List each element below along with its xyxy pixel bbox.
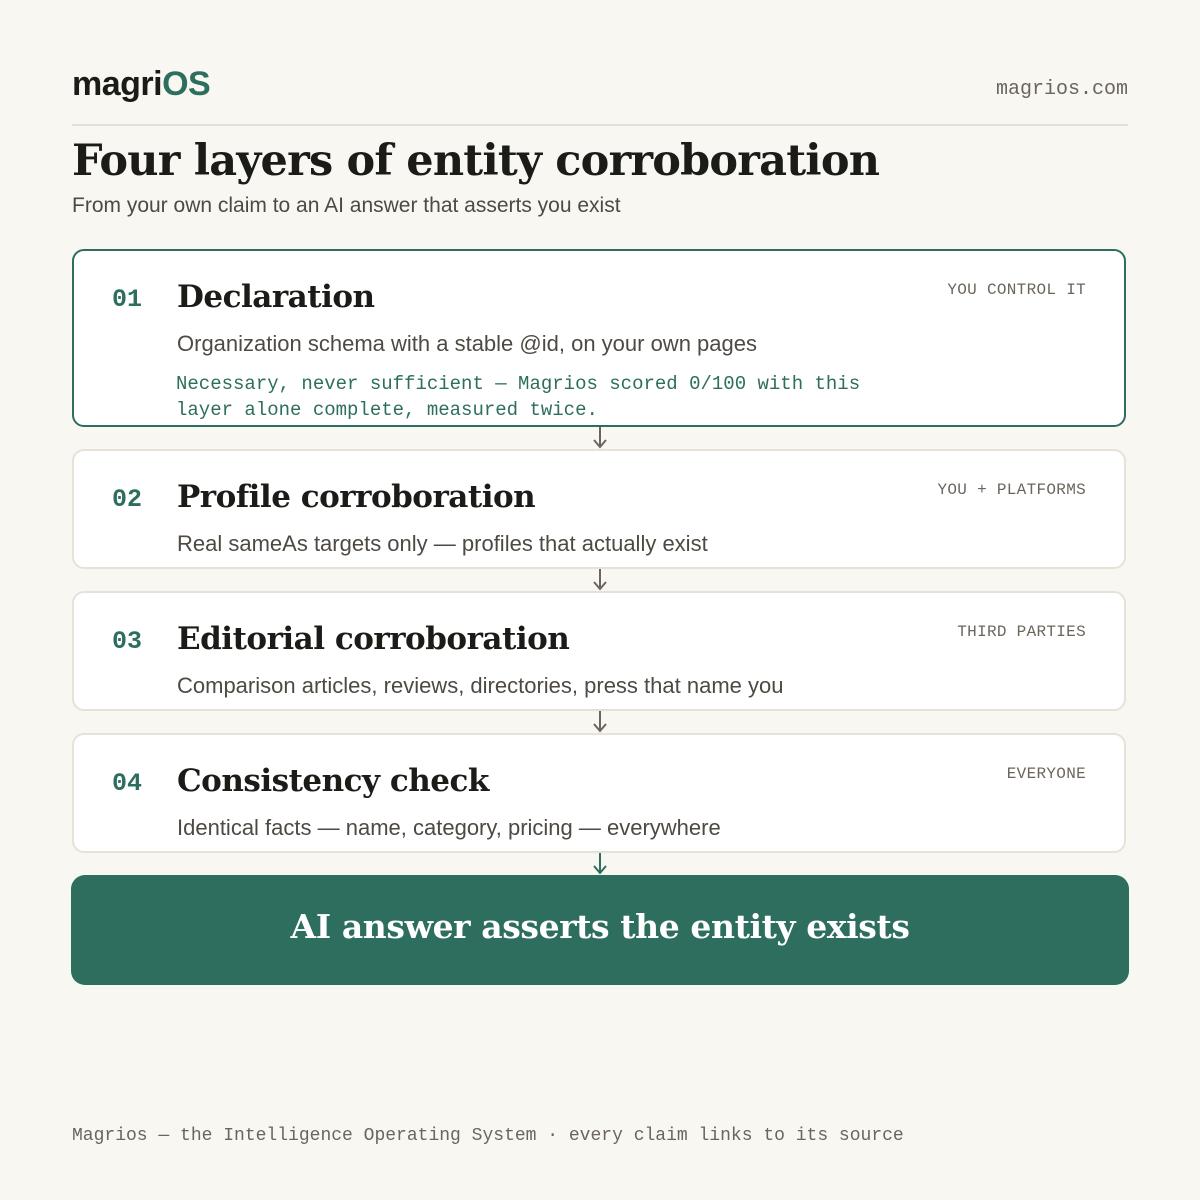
logo-accent-text: OS (162, 65, 211, 103)
layer-scope-badge: THIRD PARTIES (957, 623, 1086, 641)
layer-title: Profile corroboration (177, 479, 536, 515)
result-box (71, 875, 1129, 985)
logo-main-text: magri (72, 65, 163, 103)
site-link[interactable]: magrios.com (995, 78, 1128, 101)
layer-card-profile-corroboration (72, 449, 1126, 569)
page-subtitle: From your own claim to an AI answer that asserts you exist (72, 194, 621, 217)
layer-card-declaration (72, 249, 1126, 427)
layer-number: 02 (112, 485, 143, 514)
page-title: Four layers of entity corroboration (72, 136, 880, 186)
down-arrow-icon-accent (592, 853, 608, 875)
brand-logo[interactable] (72, 64, 210, 104)
layer-number: 04 (112, 769, 143, 798)
footer-text: Magrios — the Intelligence Operating System · every claim links to its source (72, 1126, 904, 1146)
layer-number: 01 (112, 285, 143, 314)
result-text: AI answer asserts the entity exists (290, 907, 910, 946)
layer-scope-badge: YOU + PLATFORMS (937, 481, 1086, 499)
layer-description: Identical facts — name, category, pricing — everywhere (177, 815, 721, 840)
layer-title: Declaration (177, 279, 375, 315)
layer-card-editorial-corroboration (72, 591, 1126, 711)
layer-title: Editorial corroboration (177, 621, 570, 657)
down-arrow-icon (592, 711, 608, 733)
down-arrow-icon (592, 569, 608, 591)
down-arrow-icon (592, 427, 608, 449)
layer-scope-badge: YOU CONTROL IT (947, 281, 1086, 299)
layer-title: Consistency check (177, 763, 489, 799)
layer-scope-badge: EVERYONE (1006, 765, 1086, 783)
layer-card-consistency-check (72, 733, 1126, 853)
layer-description: Comparison articles, reviews, directories, press that name you (177, 673, 784, 698)
layer-description: Organization schema with a stable @id, on your own pages (177, 331, 757, 356)
layer-description: Real sameAs targets only — profiles that actually exist (177, 531, 708, 556)
layer-note: Necessary, never sufficient — Magrios scored 0/100 with this layer alone complete, measured twice. (176, 373, 861, 421)
header (72, 64, 1128, 126)
layer-number: 03 (112, 627, 143, 656)
